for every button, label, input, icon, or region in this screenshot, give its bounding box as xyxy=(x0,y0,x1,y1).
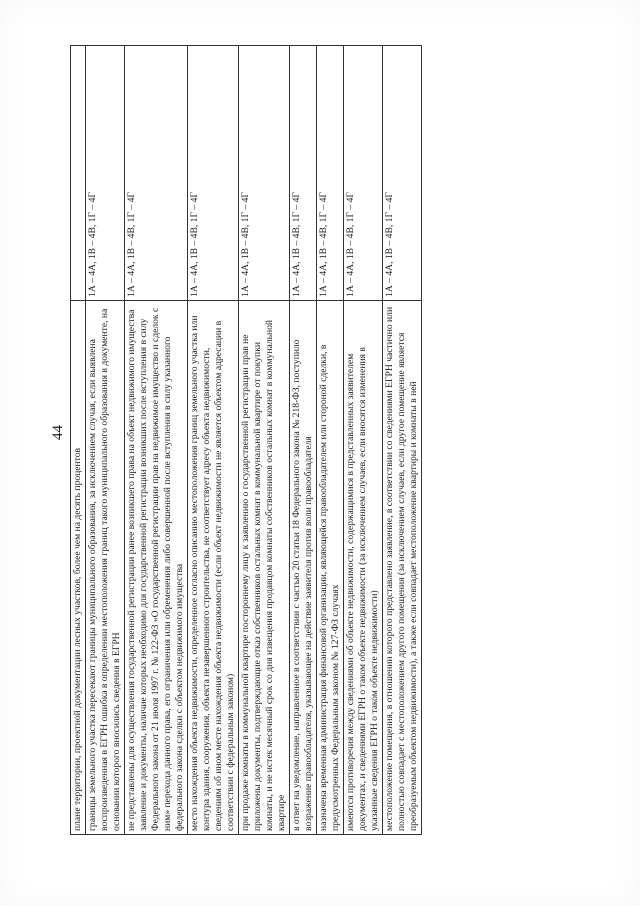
grounds-table xyxy=(70,45,422,835)
row-codes: 1А – 4А, 1В – 4В, 1Г – 4Г xyxy=(316,46,343,301)
table-row xyxy=(343,46,382,835)
table-row xyxy=(289,46,316,835)
page-number: 44 xyxy=(50,425,66,440)
row-description: границы земельного участка пересекают границы муниципального образования, за исключением случая, если выявлена воспроизведенная в ЕГРН ошибка в определении местоположения границ такого муниципального образования в документе, на основании которого вносились сведения в ЕГРН xyxy=(85,300,124,834)
row-codes: 1А – 4А, 1В – 4В, 1Г – 4Г xyxy=(343,46,382,301)
table-row xyxy=(316,46,343,835)
row-codes: 1А – 4А, 1В – 4В, 1Г – 4Г xyxy=(85,46,124,301)
rotated-page xyxy=(70,45,590,835)
table-row xyxy=(238,46,289,835)
row-codes: 1А – 4А, 1В – 4В, 1Г – 4Г xyxy=(289,46,316,301)
row-codes: 1А – 4А, 1В – 4В, 1Г – 4Г xyxy=(187,46,238,301)
row-description: в ответ на уведомление, направленное в соответствии с частью 20 статьи 18 Федерального закона № 218-ФЗ, поступило возражение правообладателя, указывающее на действие заявителя против воли правообладателя xyxy=(289,300,316,834)
row-codes: 1А – 4А, 1В – 4В, 1Г – 4Г xyxy=(382,46,421,301)
table-row xyxy=(187,46,238,835)
table-row xyxy=(71,46,86,835)
table-row xyxy=(85,46,124,835)
table-row xyxy=(382,46,421,835)
row-description: не представлены для осуществления государственной регистрации ранее возникшего права на объект недвижимого имущества заявление и документы, наличие которых необходимо для государственной регистрации возникших после вступления в силу Федерального закона от 21 июля 1997 г. № 122-ФЗ «О государственной регистрации прав на недвижимое имущество и сделок с ним» перехода данного права, его ограничения или обременения либо совершенной после вступления в силу указанного федерального закона сделки с объектом недвижимого имущества xyxy=(124,300,187,834)
row-description: местоположение помещения, в отношении которого представлено заявление, в соответствии со сведениями ЕГРН частично или полностью совпадает с местоположением другого помещения (за исключением случаев, если другое помещение является преобразуемым объектом недвижимости), а также если совпадает местоположение квартиры и комнаты в ней xyxy=(382,300,421,834)
row-codes xyxy=(71,46,86,301)
row-description: назначена временная администрация финансовой организации, являющейся правообладателем или стороной сделки, в предусмотренных Федеральным законом № 127-ФЗ случаях xyxy=(316,300,343,834)
row-description: имеются противоречия между сведениями об объекте недвижимости, содержащимися в представленных заявителем документах, и сведениями ЕГРН о таком объекте недвижимости (за исключением случаев, если вносятся изменения в указанные сведения ЕГРН о таком объекте недвижимости) xyxy=(343,300,382,834)
table-row xyxy=(124,46,187,835)
row-description: при продаже комнаты в коммунальной квартире постороннему лицу к заявлению о государственной регистрации прав не приложены документы, подтверждающие отказ собственников остальных комнат в коммунальной квартире от покупки комнаты, и не истек месячный срок со дня извещения продавцом комнаты собственников остальных комнат в коммунальной квартире xyxy=(238,300,289,834)
row-description: место нахождения объекта недвижимости, определенное согласно описанию местоположения границ земельного участка или контура здания, сооружения, объекта незавершенного строительства, не соответствует адресу объекта недвижимости, сведениям об ином месте нахождения объекта недвижимости (если объект недвижимости не является объектом адресации в соответствии с федеральным законом) xyxy=(187,300,238,834)
row-codes: 1А – 4А, 1В – 4В, 1Г – 4Г xyxy=(124,46,187,301)
row-description: плане территории, проектной документации лесных участков, более чем на десять процентов xyxy=(71,300,86,834)
row-codes: 1А – 4А, 1В – 4В, 1Г – 4Г xyxy=(238,46,289,301)
